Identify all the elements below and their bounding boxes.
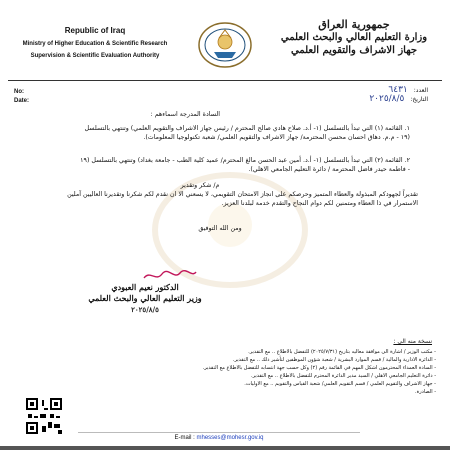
authority-name: Supervision & Scientific Evaluation Authority — [30, 53, 160, 59]
reference-date: ٢٠٢٥/٨/٥ — [369, 94, 405, 104]
number-label-ar: العدد: — [413, 87, 428, 94]
ministry-logo-icon — [196, 20, 254, 70]
reference-arabic — [369, 86, 428, 104]
ministry-name: Ministry of Higher Education & Scientific Research — [22, 41, 168, 47]
signatory-title: وزير التعليم العالي والبحث العلمي — [88, 293, 202, 303]
date-label-ar: التاريخ: — [410, 96, 428, 103]
email-link[interactable]: mhesses@mohesr.gov.iq — [196, 435, 264, 441]
country-name: Republic of Iraq — [64, 26, 126, 35]
list-two-paragraph: ٢. القائمة (٢) التي تبدأ بالتسلسل (١- أ.د. أمين عبد الحسن مالغ المحترم/ عميد كلية الطب - جامعة بغداد) وتنتهي بالتسلسل (١٩ - فاطمة حيدر فاضل المحترمة / دائرة التعليم الجامعي الاهلي). — [80, 157, 410, 173]
reference-english — [14, 88, 29, 106]
letter-subject: م/ شكر وتقدير — [180, 182, 220, 189]
list-item: - السادة العمداء المحترمون اشكل المهم في القائمة رقم (٢) وكل حسب جهة انتسابه للتفضل بالاطلاع مع التقدير. — [202, 365, 436, 371]
date-label: Date: — [14, 98, 30, 104]
list-item: - جهاز الاشراف والتقويم العلمي / قسم التقويم العلمي/ شعبة القياس والتقويم .. مع الاوليات. — [244, 381, 436, 387]
list-item: - الصادرة. — [414, 389, 436, 395]
copies-list — [116, 348, 436, 396]
list-item: - الدائرة الادارية والمالية / قسم الموارد البشرية / شعبة شؤون الموظفين لتأشير ذلك .. مع التقدير. — [232, 357, 436, 363]
qr-code-icon — [24, 396, 64, 436]
thanks-paragraph: تقديراً لجهودكم المبذولة والعطاء المتميز وحرصكم على انجاز الامتحان التقويمي، لا يسعني الا ان نقدم لكم شكرنا وتقديرنا العاليين آملين الاستمرار في ذا العطاء ومتمنين لكم دوام النجاح والتقدم خدمة لبلدنا العزيز. — [67, 191, 418, 207]
copies-title: نسخة منه الى : — [393, 338, 432, 345]
signature-date: ٢٠٢٥/٨/٥ — [131, 305, 159, 314]
list-one-paragraph: ١. القائمة (١) التي تبدأ بالتسلسل (١- أ.د. صلاح هادي صالح المحترم / رئيس جهاز الاشراف والتقويم العلمي) وتنتهي بالتسلسل (١٩ - م.م. دهاق احسان محسن المحترمة/ جهاز الاشراف والتقويم العلمي/ شعبة تكنولوجيا المعلومات). — [84, 125, 410, 141]
signatory-name: الدكتور نعيم العبودي — [111, 282, 179, 292]
reference-number: ٦٤٣١ — [388, 85, 408, 95]
header-divider — [8, 80, 442, 81]
english-letterhead — [10, 26, 180, 59]
list-item: - مكتب الوزير / اشارة الى موافقة معاليه بتاريخ (٢٠٢٥/٧/٣١) للتفضل بالاطلاع .. مع التقدير. — [248, 349, 436, 355]
salutation: السادة المدرجة اسماءهم : — [150, 111, 220, 118]
country-name-ar: جمهورية العراق — [318, 18, 390, 31]
ministry-name-ar: وزارة التعليم العالي والبحث العلمي — [280, 32, 428, 43]
footer-strip — [0, 446, 450, 450]
number-label: No: — [14, 89, 24, 95]
list-item: - دائرة التعليم الجامعي الاهلي / السيد مدير الدائرة المحترم للتفضل بالاطلاع .. مع التقدير. — [250, 373, 436, 379]
authority-name-ar: جهاز الاشراف والتقويم العلمي — [290, 45, 418, 56]
arabic-letterhead — [270, 18, 438, 57]
signatory-block — [70, 282, 220, 315]
closing-line: ومن الله التوفيق — [198, 225, 242, 232]
email-label: E-mail : — [174, 435, 195, 441]
footer-email — [78, 432, 360, 441]
